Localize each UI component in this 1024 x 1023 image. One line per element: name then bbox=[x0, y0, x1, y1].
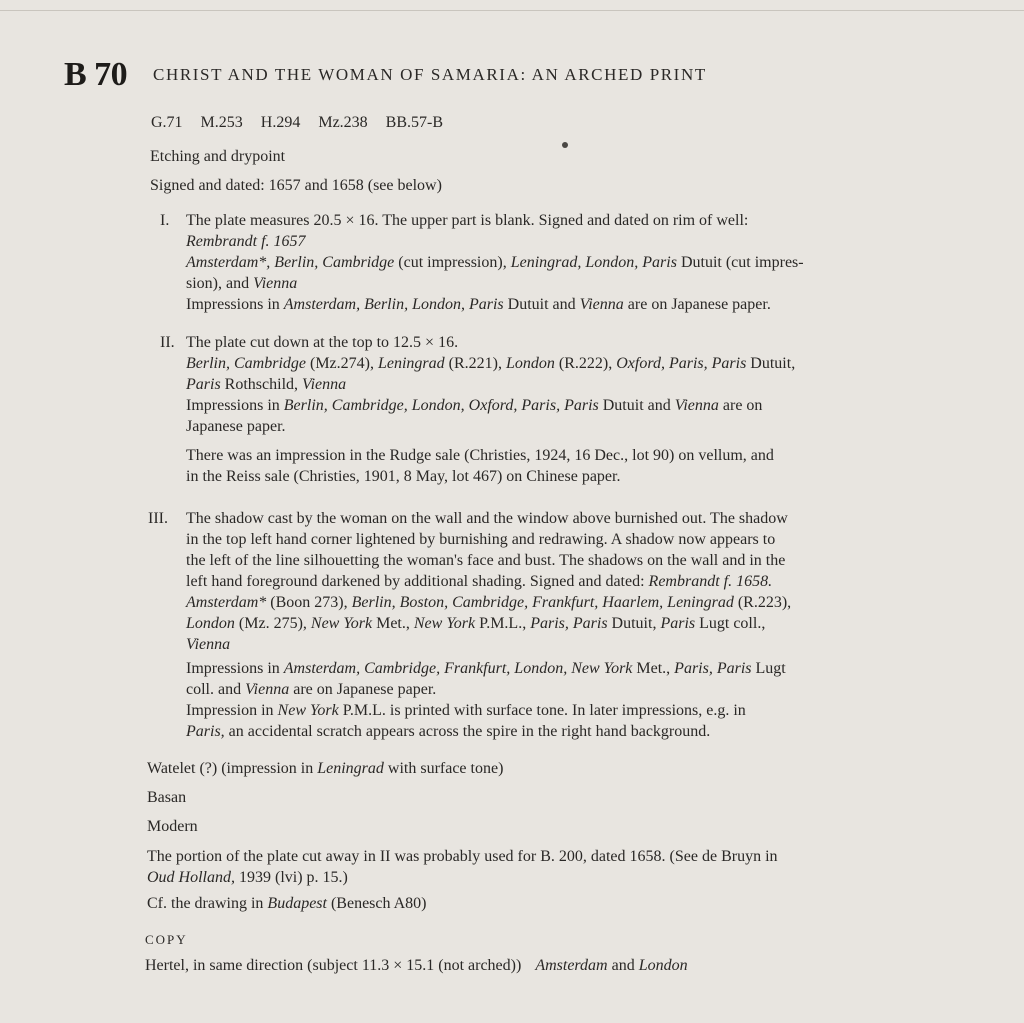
note: are on Japanese paper. bbox=[623, 296, 771, 313]
note: (Mz. 275), bbox=[234, 615, 311, 632]
print-title: CHRIST AND THE WOMAN OF SAMARIA: AN ARCHED PRINT bbox=[153, 65, 707, 84]
watelet-line bbox=[147, 759, 503, 779]
cf-note bbox=[147, 894, 427, 914]
note: (R.223), bbox=[733, 594, 792, 611]
locations: Oxford, Paris, Paris bbox=[616, 355, 747, 372]
hertel-line bbox=[145, 956, 688, 976]
locations: Vienna bbox=[253, 275, 298, 292]
locations: Leningrad, London, Paris bbox=[510, 254, 677, 271]
note: There was an impression in the Rudge sale (Christies, 1924, 16 Dec., lot 90) on vellum, and bbox=[186, 447, 774, 464]
note: Dutuit, bbox=[746, 355, 796, 372]
locations: New York bbox=[277, 702, 339, 719]
locations: Amsterdam* bbox=[186, 594, 267, 611]
note: Hertel, in same direction (subject 11.3 × 15.1 (not arched)) bbox=[145, 957, 522, 974]
note: an accidental scratch appears across the spire in the right hand background. bbox=[224, 723, 711, 740]
locations: Berlin, Boston, Cambridge, Frankfurt, Haarlem, Leningrad bbox=[351, 594, 734, 611]
locations: London bbox=[186, 615, 235, 632]
state-text: in the top left hand corner lightened by burnishing and redrawing. A shadow now appears to bbox=[186, 531, 776, 548]
locations: Vienna bbox=[302, 376, 347, 393]
note: Japanese paper. bbox=[186, 418, 286, 435]
locations: Leningrad bbox=[317, 760, 384, 777]
note: coll. and bbox=[186, 681, 246, 698]
note: with surface tone) bbox=[383, 760, 504, 777]
locations: Berlin, Cambridge, London, Oxford, Paris, Paris bbox=[283, 397, 599, 414]
locations: New York bbox=[413, 615, 476, 632]
state-text: The shadow cast by the woman on the wall and the window above burnished out. The shadow bbox=[186, 510, 788, 527]
signature: Rembrandt f. 1658. bbox=[648, 573, 773, 590]
locations: Amsterdam*, Berlin, Cambridge bbox=[186, 254, 395, 271]
note: Dutuit and bbox=[503, 296, 580, 313]
locations: Budapest bbox=[267, 895, 327, 912]
signature: Rembrandt f. 1657 bbox=[186, 233, 306, 250]
note: Impression in bbox=[186, 702, 278, 719]
locations: Paris, Paris bbox=[674, 660, 752, 677]
state-text: The plate cut down at the top to 12.5 × 16. bbox=[186, 334, 459, 351]
locations: Berlin, Cambridge bbox=[186, 355, 306, 372]
state-1 bbox=[160, 210, 940, 315]
ink-spot bbox=[562, 142, 568, 148]
note: (R.221), bbox=[444, 355, 506, 372]
note: are on bbox=[718, 397, 763, 414]
references: G.71 M.253 H.294 Mz.238 BB.57-B bbox=[151, 114, 444, 131]
state-text: left hand foreground darkened by additional shading. Signed and dated: bbox=[186, 573, 649, 590]
note: Rothschild, bbox=[220, 376, 303, 393]
locations: London bbox=[505, 355, 555, 372]
state-text: the left of the line silhouetting the woman's face and bust. The shadows on the wall and in the bbox=[186, 552, 786, 569]
note: P.M.L. is printed with surface tone. In later impressions, e.g. in bbox=[338, 702, 746, 719]
technique: Etching and drypoint bbox=[150, 148, 286, 165]
note: Impressions in bbox=[186, 296, 284, 313]
locations: Amsterdam, Cambridge, Frankfurt, London, New York bbox=[283, 660, 633, 677]
locations: Paris, Paris bbox=[530, 615, 608, 632]
locations: Paris, bbox=[186, 723, 225, 740]
state-number: II. bbox=[160, 334, 175, 351]
locations: Vienna bbox=[579, 296, 624, 313]
note: Met., bbox=[632, 660, 675, 677]
note: (Boon 273), bbox=[266, 594, 352, 611]
journal: Oud Holland, bbox=[147, 869, 235, 886]
note: (Mz.274), bbox=[306, 355, 378, 372]
state-number: I. bbox=[160, 212, 170, 229]
locations: Amsterdam bbox=[535, 957, 608, 974]
note: Lugt coll., bbox=[695, 615, 766, 632]
state-text: The plate measures 20.5 × 16. The upper part is blank. Signed and dated on rim of well: bbox=[186, 212, 749, 229]
locations: London bbox=[638, 957, 688, 974]
note: Dutuit and bbox=[598, 397, 675, 414]
copy-heading: COPY bbox=[145, 932, 188, 947]
modern-line: Modern bbox=[147, 818, 198, 835]
state-2 bbox=[160, 332, 940, 487]
basan-line: Basan bbox=[147, 789, 187, 806]
state-number: III. bbox=[148, 510, 168, 527]
locations: New York bbox=[310, 615, 373, 632]
state-3 bbox=[148, 508, 940, 742]
note: are on Japanese paper. bbox=[289, 681, 437, 698]
locations: Leningrad bbox=[377, 355, 445, 372]
note: Impressions in bbox=[186, 397, 284, 414]
locations: Vienna bbox=[674, 397, 719, 414]
note: (cut impression), bbox=[394, 254, 511, 271]
locations: Vienna bbox=[186, 636, 231, 653]
note: in the Reiss sale (Christies, 1901, 8 May, lot 467) on Chinese paper. bbox=[186, 468, 621, 485]
note: P.M.L., bbox=[475, 615, 531, 632]
note: (Benesch A80) bbox=[326, 895, 427, 912]
signed-dated: Signed and dated: 1657 and 1658 (see below) bbox=[150, 177, 442, 194]
locations: Paris bbox=[660, 615, 696, 632]
note: 1939 (lvi) p. 15.) bbox=[235, 869, 348, 886]
note: Watelet (?) (impression in bbox=[147, 760, 318, 777]
note: Dutuit, bbox=[607, 615, 661, 632]
locations: Amsterdam, Berlin, London, Paris bbox=[283, 296, 504, 313]
portion-note: The portion of the plate cut away in II was probably used for B. 200, dated 1658. (See de Bruyn in bbox=[147, 848, 778, 865]
locations: Paris bbox=[186, 376, 221, 393]
catalogue-number: B 70 bbox=[64, 56, 128, 93]
note: Lugt bbox=[751, 660, 786, 677]
note: and bbox=[607, 957, 639, 974]
note: sion), and bbox=[186, 275, 254, 292]
note: Dutuit (cut impres- bbox=[676, 254, 804, 271]
note: (R.222), bbox=[554, 355, 617, 372]
portion-note-cont bbox=[147, 868, 348, 888]
note: Impressions in bbox=[186, 660, 284, 677]
locations: Vienna bbox=[245, 681, 290, 698]
note: Met., bbox=[372, 615, 414, 632]
note: Cf. the drawing in bbox=[147, 895, 268, 912]
